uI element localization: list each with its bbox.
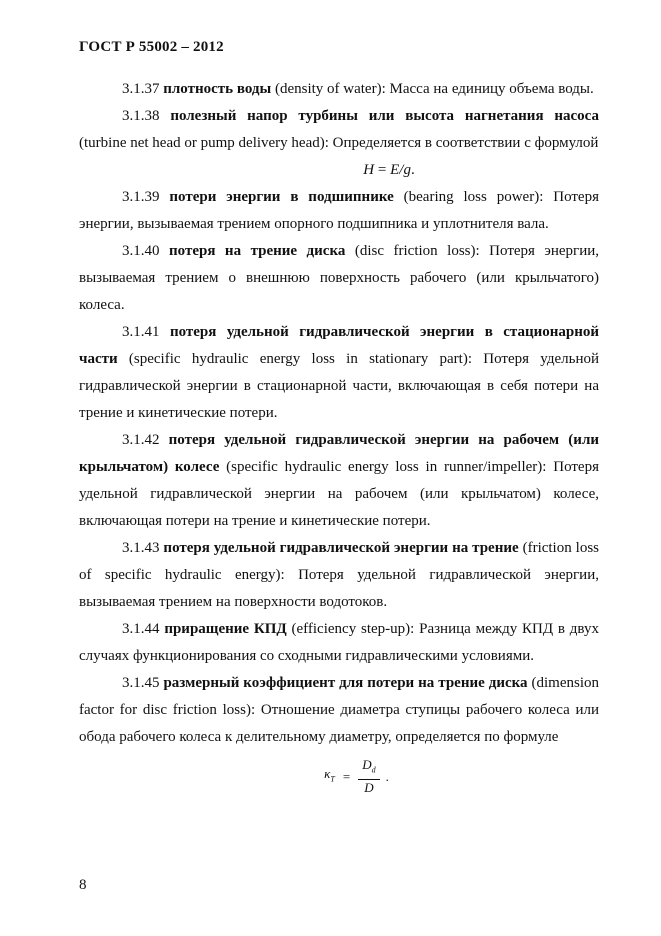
definition-text: (dimension factor for disc friction loss): Отношение диаметра ступицы рабочего колеса или обода рабочего колеса к делительному диаметру, определяется по формуле xyxy=(79,675,599,745)
definition-3-1-38 xyxy=(79,103,599,157)
clause-number: 3.1.42 xyxy=(122,432,160,448)
definition-3-1-45 xyxy=(79,670,599,751)
formula-equals: = xyxy=(342,768,351,784)
definition-3-1-39 xyxy=(79,184,599,238)
definition-3-1-41 xyxy=(79,319,599,427)
definition-3-1-43 xyxy=(79,535,599,616)
definition-3-1-40 xyxy=(79,238,599,319)
document-body xyxy=(79,76,599,796)
formula-period: . xyxy=(385,768,389,784)
page-number: 8 xyxy=(79,877,87,893)
formula-rhs: E/g xyxy=(390,162,411,178)
term: потеря удельной гидравлической энергии в стационарной части xyxy=(79,324,600,367)
term: потеря на трение диска xyxy=(169,243,346,259)
clause-number: 3.1.44 xyxy=(122,621,160,637)
term: потеря удельной гидравлической энергии на трение xyxy=(163,540,519,556)
term: плотность воды xyxy=(163,81,272,97)
definition-text: (density of water): Масса на единицу объема воды. xyxy=(271,81,594,97)
formula-lhs: H xyxy=(363,162,375,178)
definition-3-1-44 xyxy=(79,616,599,670)
clause-number: 3.1.40 xyxy=(122,243,160,259)
definition-text: (efficiency step-up): Разница между КПД в двух случаях функционирования со сходными гидравлическими условиями. xyxy=(79,621,599,664)
definition-3-1-37 xyxy=(79,76,599,103)
term: приращение КПД xyxy=(164,621,287,637)
clause-number: 3.1.43 xyxy=(122,540,160,556)
formula-lhs-subscript: T xyxy=(330,774,335,784)
formula-period: . xyxy=(410,162,415,178)
formula-lhs-symbol: κ xyxy=(324,766,331,781)
definition-text: (specific hydraulic energy loss in runner/impeller): Потеря удельной гидравлической энергии на рабочем (или крыльчатом) колесе, включающая потери на трение и кинетические потери. xyxy=(79,459,599,529)
clause-number: 3.1.38 xyxy=(122,108,160,124)
fraction-numerator: $D_d$ xyxy=(358,757,379,780)
term: потеря удельной гидравлической энергии на рабочем (или крыльчатом) колесе xyxy=(79,432,599,475)
definition-text: (specific hydraulic energy loss in stationary part): Потеря удельной гидравлической энергии в стационарной части, включающая в себя потери на трение и кинетические потери. xyxy=(79,351,599,421)
formula-dimension-factor xyxy=(79,757,599,796)
term: полезный напор турбины или высота нагнетания насоса xyxy=(170,108,599,124)
clause-number: 3.1.45 xyxy=(122,675,160,691)
definition-text: (turbine net head or pump delivery head): Определяется в соответствии с формулой xyxy=(79,135,599,151)
formula-lhs xyxy=(324,760,335,793)
formula-net-head xyxy=(79,157,599,184)
formula-equals: = xyxy=(374,162,391,178)
fraction-denominator: D xyxy=(364,779,374,795)
term: потери энергии в подшипнике xyxy=(169,189,394,205)
definition-text: (disc friction loss): Потеря энергии, вызываемая трением о внешнюю поверхность рабочего (или крыльчатого) колеса. xyxy=(79,243,600,313)
clause-number: 3.1.41 xyxy=(122,324,160,340)
numerator-subscript: d xyxy=(371,765,376,775)
clause-number: 3.1.37 xyxy=(122,81,160,97)
clause-number: 3.1.39 xyxy=(122,189,160,205)
definition-3-1-42 xyxy=(79,427,599,535)
definition-text: (friction loss of specific hydraulic energy): Потеря удельной гидравлической энергии, вызываемая трением на поверхности водотоков. xyxy=(79,540,599,610)
term: размерный коэффициент для потери на трение диска xyxy=(163,675,528,691)
formula-fraction xyxy=(358,757,379,796)
definition-text: (bearing loss power): Потеря энергии, вызываемая трением опорного подшипника и уплотнителя вала. xyxy=(79,189,599,232)
document-header: ГОСТ Р 55002 – 2012 xyxy=(79,39,224,55)
